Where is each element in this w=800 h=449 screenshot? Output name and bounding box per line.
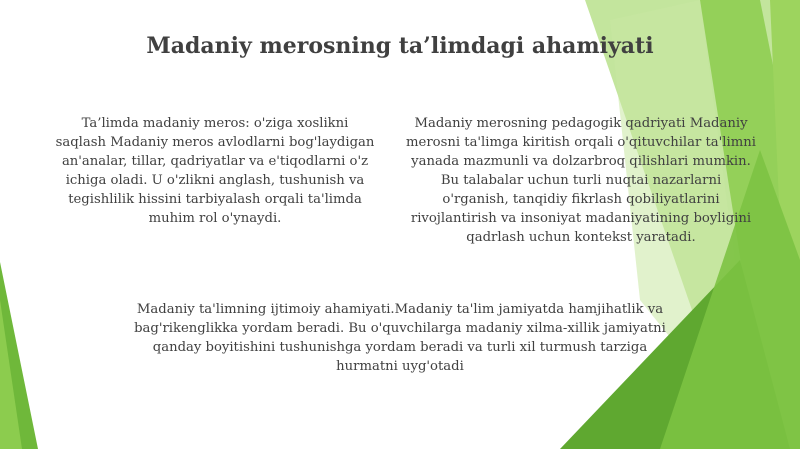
left-text-block: Ta’limda madaniy meros: o'ziga xoslikni saqlash Madaniy meros avlodlarni bog'laydigan an'analar, tillar, qadriyatlar va e'tiqodlarni o'z ichiga oladi. U o'zlikni anglash, tushunish va tegishlilik hissini tarbiyalash orqali ta'limda muhim rol o'ynaydi.: [55, 116, 375, 226]
bottom-text-block: Madaniy ta'limning ijtimoiy ahamiyati.Madaniy ta'lim jamiyatda hamjihatlik va bag'rikenglikka yordam beradi. Bu o'quvchilarga madaniy xilma-xillik jamiyatni qanday boyitishini tushunishga yordam beradi va turli xil turmush tarziga hurmatni uyg'otadi: [134, 302, 666, 374]
right-text-block: Madaniy merosning pedagogik qadriyati Madaniy merosni ta'limga kiritish orqali o'qituvchilar ta'limni yanada mazmunli va dolzarbroq qilishlari mumkin. Bu talabalar uchun turli nuqtai nazarlarni o'rganish, tanqidiy fikrlash qobiliyatlarini rivojlantirish va insoniyat madaniyatining boyligini qadrlash uchun kontekst yaratadi.: [406, 116, 756, 245]
slide-title: Madaniy merosning ta’limdagi ahamiyati: [146, 33, 654, 59]
